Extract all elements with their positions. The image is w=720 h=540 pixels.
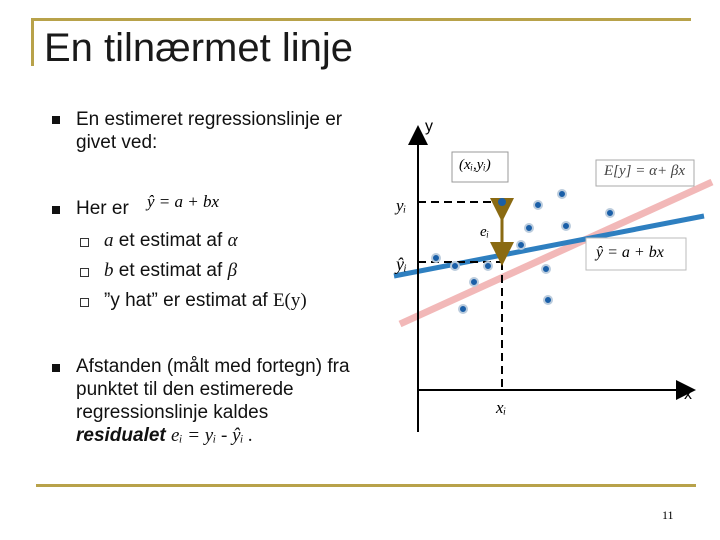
data-point [484,262,492,270]
data-point-i [498,198,506,206]
slide-title: En tilnærmet linje [44,26,354,70]
data-point [544,296,552,304]
x-axis-label: x [684,386,692,403]
bullet-2-lead: Her er [76,198,129,219]
data-point [562,222,570,230]
estimated-line-equation: ŷ = a + bx [147,192,220,211]
xi-label: xᵢ [496,398,507,417]
subbullet-2-symbol: β [227,260,238,281]
bullet-1-line-1: En estimeret regressionslinje er [76,109,343,130]
subbullet-1-symbol: α [227,230,238,251]
page-number: 11 [662,508,674,522]
data-point [525,224,533,232]
data-point [606,209,614,217]
bullet-3-line-2: punktet til den estimerede [76,379,294,400]
subbullet-2-desc: et estimat af [118,260,223,281]
ei-label: eᵢ [480,224,490,240]
footer-rule [36,484,696,487]
bullet-1-line-2: givet ved: [76,132,158,153]
data-point [432,254,440,262]
yi-label: yᵢ [396,196,407,215]
data-point [558,190,566,198]
data-point [542,265,550,273]
y-axis-label: y [425,118,433,135]
data-point [534,201,542,209]
est-line-label: ŷ = a + bx [596,244,664,261]
subbullet-3-desc: ”y hat” er estimat af [104,290,268,311]
data-point [470,278,478,286]
data-point [459,305,467,313]
point-label: (xᵢ,yᵢ) [459,157,491,173]
subbullet-3-symbol: E(y) [272,290,307,311]
data-point [451,262,459,270]
subbullet-1-var: a [104,230,114,251]
bullet-3-line-3: regressionslinje kaldes [76,402,269,423]
yhat-i-label: ŷᵢ [396,254,407,274]
residual-formula: eᵢ = yᵢ - ŷᵢ . [171,425,254,446]
residual-term: residualet [76,425,166,446]
subbullet-2-var: b [104,260,114,281]
true-line-label: E[y] = α+ βx [604,163,685,179]
data-point [517,241,525,249]
bullet-3-line-1: Afstanden (målt med fortegn) fra [76,356,350,377]
subbullet-1-desc: et estimat af [118,230,223,251]
